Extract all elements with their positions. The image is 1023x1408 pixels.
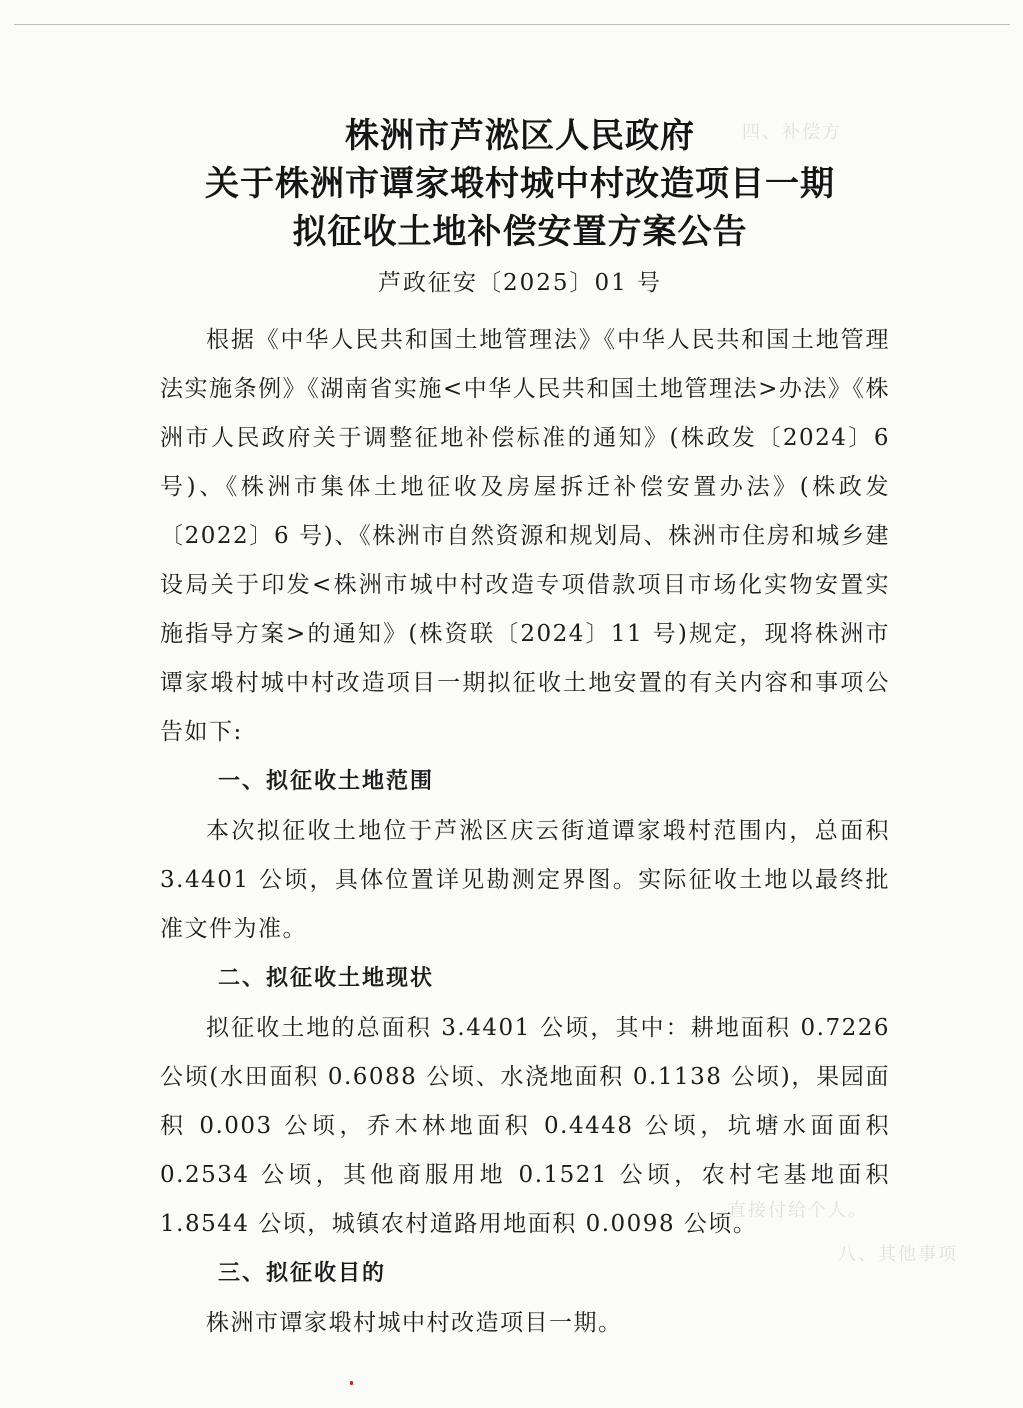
show-through-text: 直接付给个人。 bbox=[728, 1200, 868, 1221]
section-heading: 一、拟征收土地范围 bbox=[218, 769, 435, 794]
document-title bbox=[120, 112, 920, 256]
document-body bbox=[160, 316, 890, 1348]
section-heading: 二、拟征收土地现状 bbox=[218, 966, 435, 991]
document-number: 芦政征安〔2025〕01 号 bbox=[377, 270, 663, 296]
section-body: 本次拟征收土地位于芦淞区庆云街道谭家塅村范围内，总面积 3.4401 公顷，具体位置详见勘测定界图。实际征收土地以最终批准文件为准。 bbox=[160, 818, 890, 942]
show-through-text: 四、补偿方 bbox=[742, 122, 842, 143]
section-body: 拟征收土地的总面积 3.4401 公顷，其中：耕地面积 0.7226 公顷(水田面积 0.6088 公顷、水浇地面积 0.1138 公顷)，果园面积 0.003 公顷，乔木林地面积 0.4448 公顷，坑塘水面面积 0.2534 公顷，其他商服用地 0.1521 公顷，农村宅基地面积 1.8544 公顷，城镇农村道路用地面积 0.0098 公顷。 bbox=[160, 1015, 890, 1237]
scan-speck bbox=[350, 1381, 353, 1385]
top-rule bbox=[14, 24, 1010, 25]
title-line: 拟征收土地补偿安置方案公告 bbox=[292, 212, 748, 252]
section-heading: 三、拟征收目的 bbox=[218, 1261, 387, 1286]
intro-paragraph: 根据《中华人民共和国土地管理法》《中华人民共和国土地管理法实施条例》《湖南省实施<中华人民共和国土地管理法>办法》《株洲市人民政府关于调整征地补偿标准的通知》(株政发〔2024〕6 号)、《株洲市集体土地征收及房屋拆迁补偿安置办法》(株政发〔2022〕6 号)、《株洲市自然资源和规划局、株洲市住房和城乡建设局关于印发<株洲市城中村改造专项借款项目市场化实物安置实施指导方案>的通知》(株资联〔2024〕11 号)规定，现将株洲市谭家塅村城中村改造项目一期拟征收土地安置的有关内容和事项公告如下: bbox=[160, 327, 890, 745]
section-body: 株洲市谭家塅村城中村改造项目一期。 bbox=[206, 1310, 623, 1336]
title-line: 关于株洲市谭家塅村城中村改造项目一期 bbox=[205, 164, 835, 204]
show-through-text: 八、其他事项 bbox=[838, 1244, 958, 1265]
title-line: 株洲市芦淞区人民政府 bbox=[345, 116, 695, 156]
